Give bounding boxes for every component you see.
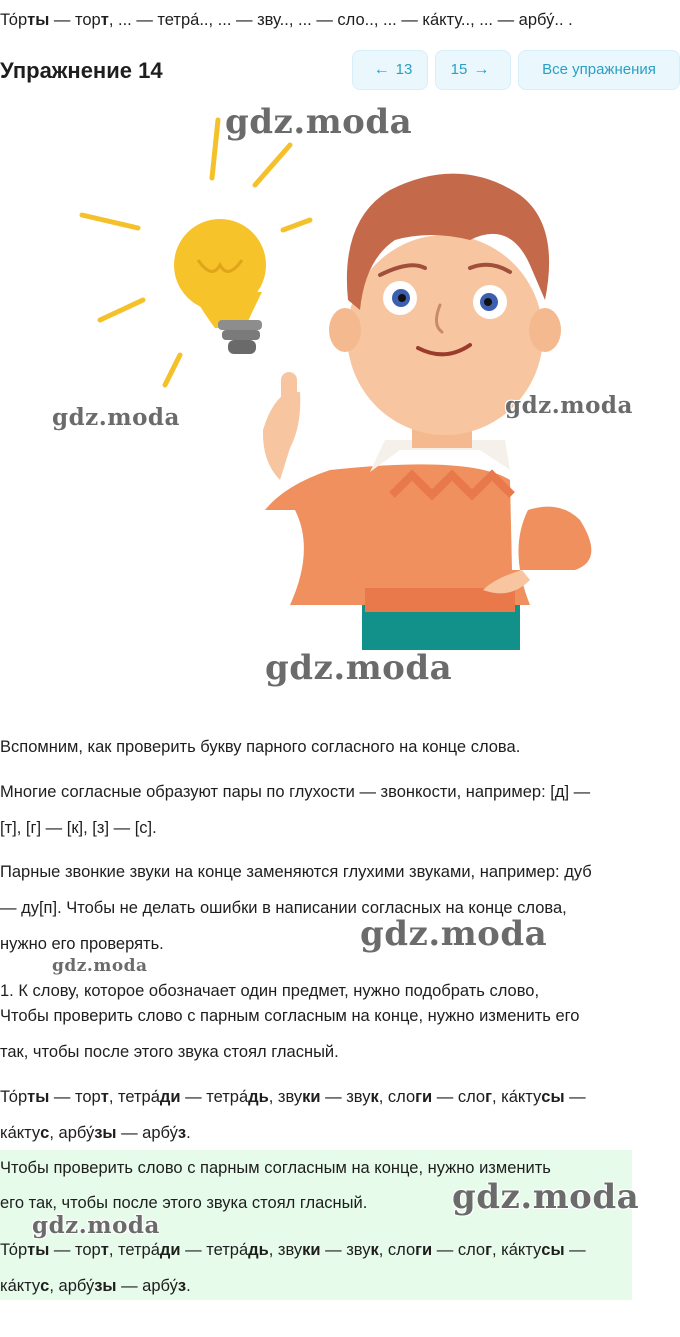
exercise-title: Упражнение 14	[0, 58, 163, 83]
examples-line: То́рты — торт, тетра́ди — тетра́дь, звуки — звук, слоги — слог, ка́ктусы —	[0, 1088, 586, 1106]
paragraph-line: Парные звонкие звуки на конце заменяются глухими звуками, например: дуб	[0, 863, 592, 881]
prev-exercise-button[interactable]: ← 13	[352, 50, 428, 90]
paragraph-line: Чтобы проверить слово с парным согласным на конце, нужно изменить его	[0, 1007, 580, 1025]
examples-line: ка́ктус, арбу́зы — арбу́з.	[0, 1124, 191, 1142]
paragraph-line: [т], [г] — [к], [з] — [с].	[0, 819, 157, 837]
paragraph-intro: Вспомним, как проверить букву парного согласного на конце слова.	[0, 738, 521, 756]
watermark: gdz.moda	[225, 102, 413, 142]
paragraph-line: Многие согласные образуют пары по глухости — звонкости, например: [д] —	[0, 783, 591, 801]
paragraph-line: 1. К слову, которое обозначает один предмет, нужно подобрать слово,	[0, 982, 540, 1000]
watermark: gdz.moda	[360, 914, 548, 954]
answer-line: его так, чтобы после этого звука стоял гласный.	[0, 1194, 368, 1212]
answer-line: Чтобы проверить слово с парным согласным на конце, нужно изменить	[0, 1159, 551, 1177]
watermark: gdz.moda	[52, 404, 180, 431]
watermark: gdz.moda	[505, 392, 633, 419]
arrow-right-icon: →	[473, 61, 490, 78]
paragraph-line: — ду[п]. Чтобы не делать ошибки в написании согласных на конце слова,	[0, 899, 567, 917]
watermark: gdz.moda	[32, 1212, 160, 1239]
watermark: gdz.moda	[452, 1177, 640, 1217]
exercise-prompt-line: То́рты — торт, ... — тетра́.., ... — зву.., ... — сло.., ... — ка́кту.., ... — арбу́.. .	[0, 11, 573, 29]
next-exercise-button[interactable]: 15 →	[435, 50, 511, 90]
paragraph-line: нужно его проверять.	[0, 935, 164, 953]
answer-examples-line: ка́ктус, арбу́зы — арбу́з.	[0, 1277, 191, 1295]
watermark: gdz.moda	[52, 956, 148, 976]
paragraph-line: так, чтобы после этого звука стоял гласный.	[0, 1043, 339, 1061]
lightbulb-icon	[174, 219, 266, 354]
answer-examples-line: То́рты — торт, тетра́ди — тетра́дь, звуки — звук, слоги — слог, ка́ктусы —	[0, 1241, 586, 1259]
watermark: gdz.moda	[265, 648, 453, 688]
all-exercises-button[interactable]: Все упражнения	[518, 50, 680, 90]
arrow-left-icon: ←	[373, 61, 390, 78]
